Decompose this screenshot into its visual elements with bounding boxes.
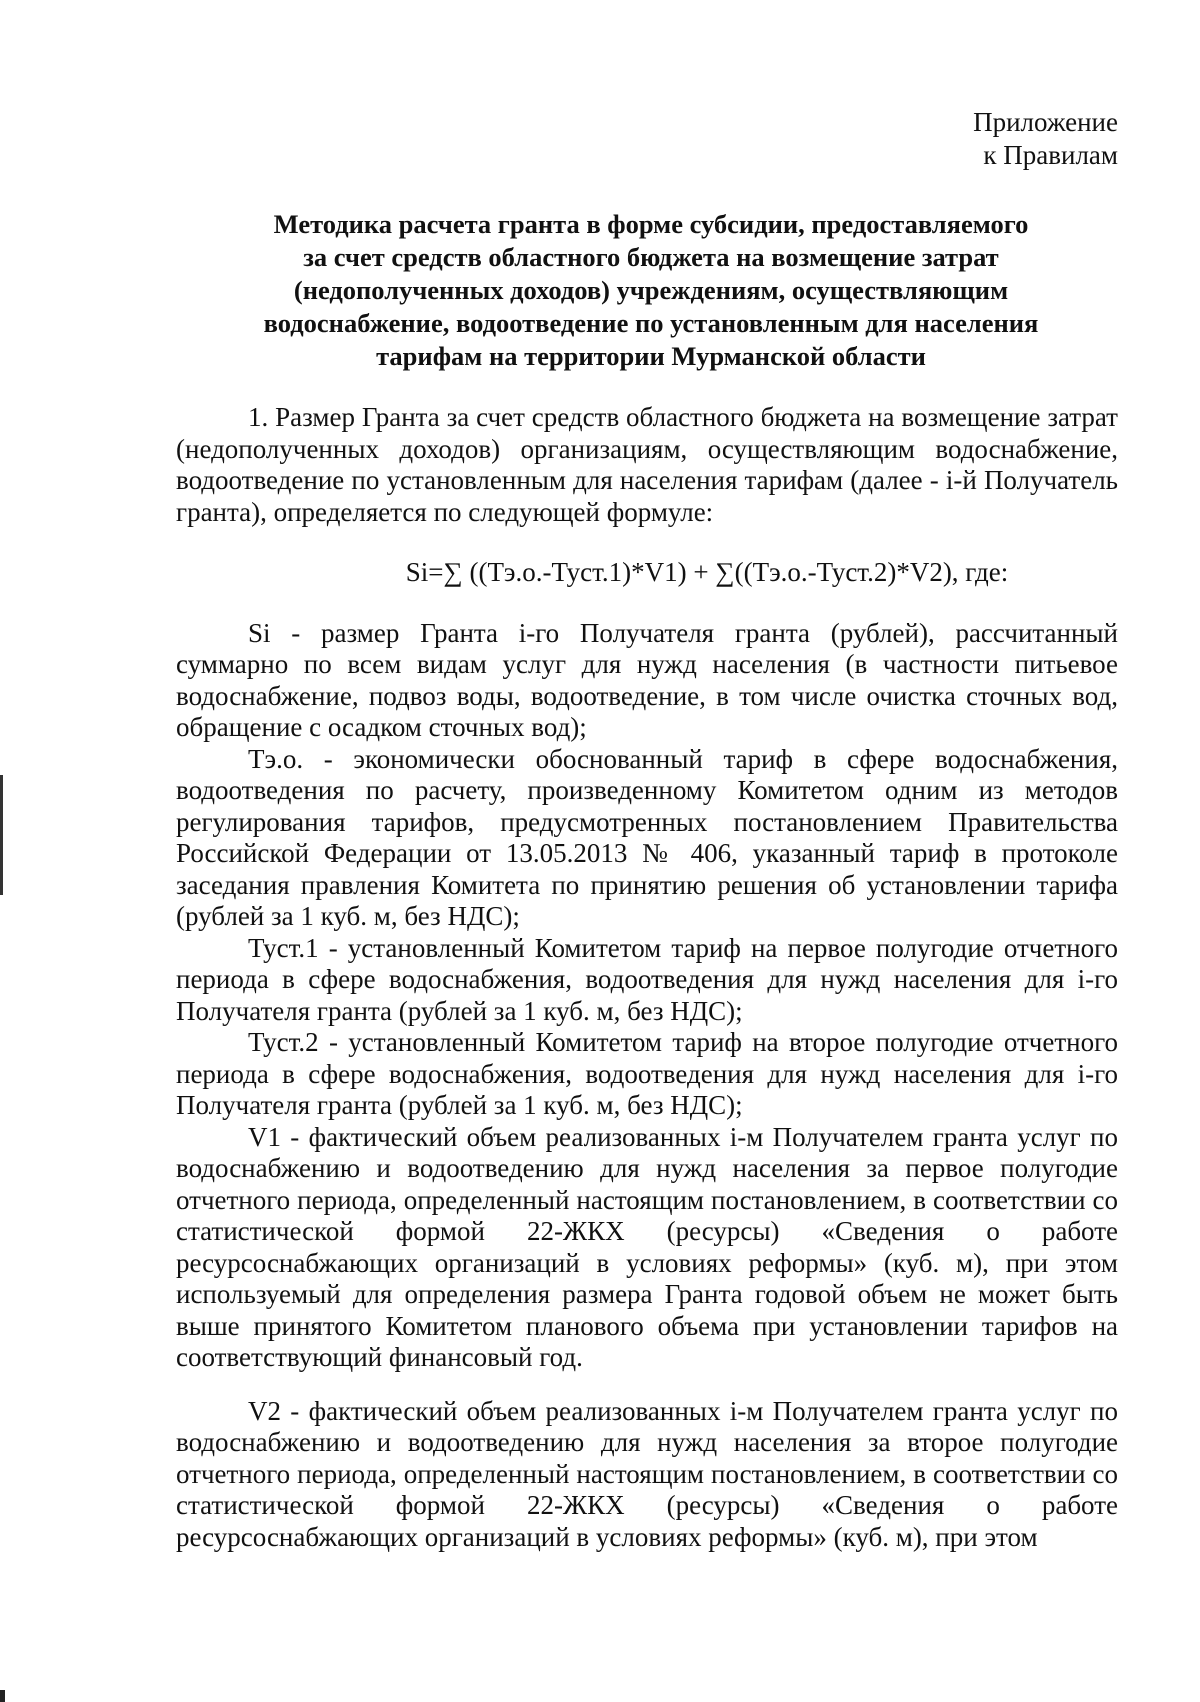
document-title <box>170 208 1132 373</box>
title-line-2: за счет средств областного бюджета на возмещение затрат <box>303 242 999 272</box>
appendix-header <box>973 106 1118 172</box>
paragraph-tust2-definition: Туст.2 - установленный Комитетом тариф на второе полугодие отчетного периода в сфере водоснабжения, водоотведения для нужд населения для i-го Получателя гранта (рублей за 1 куб. м, без НДС); <box>176 1027 1118 1120</box>
document-body <box>176 402 1118 1553</box>
scan-edge-mark <box>0 775 3 895</box>
title-line-1: Методика расчета гранта в форме субсидии, предоставляемого <box>273 209 1029 239</box>
paragraph-v1-definition: V1 - фактический объем реализованных i-м Получателем гранта услуг по водоснабжению и водоотведению для нужд населения за первое полугодие отчетного периода, определенный настоящим постановлением, в соответствии со статистической формой 22-ЖКХ (ресурсы) «Сведения о работе ресурсоснабжающих организаций в условиях реформы» (куб. м), при этом используемый для определения размера Гранта годовой объем не может быть выше принятого Комитетом планового объема при установлении тарифов на соответствующий финансовый год. <box>176 1121 1118 1372</box>
appendix-line-2: к Правилам <box>983 140 1118 170</box>
paragraph-teo-definition: Тэ.о. - экономически обоснованный тариф в сфере водоснабжения, водоотведения по расчету, произведенному Комитетом одним из методов регулирования тарифов, предусмотренных постановлением Правительства Российской Федерации от 13.05.2013 № 406, указанный тариф в протоколе заседания правления Комитета по принятию решения об установлении тарифа (рублей за 1 куб. м, без НДС); <box>176 743 1118 931</box>
paragraph-v2-definition: V2 - фактический объем реализованных i-м Получателем гранта услуг по водоснабжению и водоотведению для нужд населения за второе полугодие отчетного периода, определенный настоящим постановлением, в соответствии со статистической формой 22-ЖКХ (ресурсы) «Сведения о работе ресурсоснабжающих организаций в условиях реформы» (куб. м), при этом <box>176 1395 1118 1552</box>
title-line-4: водоснабжение, водоотведение по установленным для населения <box>263 308 1039 338</box>
title-line-3: (недополученных доходов) учреждениям, осуществляющим <box>293 275 1009 305</box>
title-line-5: тарифам на территории Мурманской области <box>376 341 926 371</box>
paragraph-si-definition: Si - размер Гранта i-го Получателя гранта (рублей), рассчитанный суммарно по всем видам услуг для нужд населения (в частности питьевое водоснабжение, подвоз воды, водоотведение, в том числе очистка сточных вод, обращение с осадком сточных вод); <box>176 617 1118 742</box>
appendix-line-1: Приложение <box>973 107 1118 137</box>
paragraph-grant-size: 1. Размер Гранта за счет средств областного бюджета на возмещение затрат (недополученных доходов) организациям, осуществляющим водоснабжение, водоотведение по установленным для населения тарифам (далее - i-й Получатель гранта), определяется по следующей формуле: <box>176 402 1118 527</box>
paragraph-tust1-definition: Туст.1 - установленный Комитетом тариф на первое полугодие отчетного периода в сфере водоснабжения, водоотведения для нужд населения для i-го Получателя гранта (рублей за 1 куб. м, без НДС); <box>176 932 1118 1026</box>
paragraph-spacer <box>176 1374 1118 1396</box>
grant-formula: Si=∑ ((Тэ.о.-Туст.1)*V1) + ∑((Тэ.о.-Туст.2)*V2), где: <box>405 557 1009 587</box>
scan-corner-mark <box>0 1690 5 1702</box>
